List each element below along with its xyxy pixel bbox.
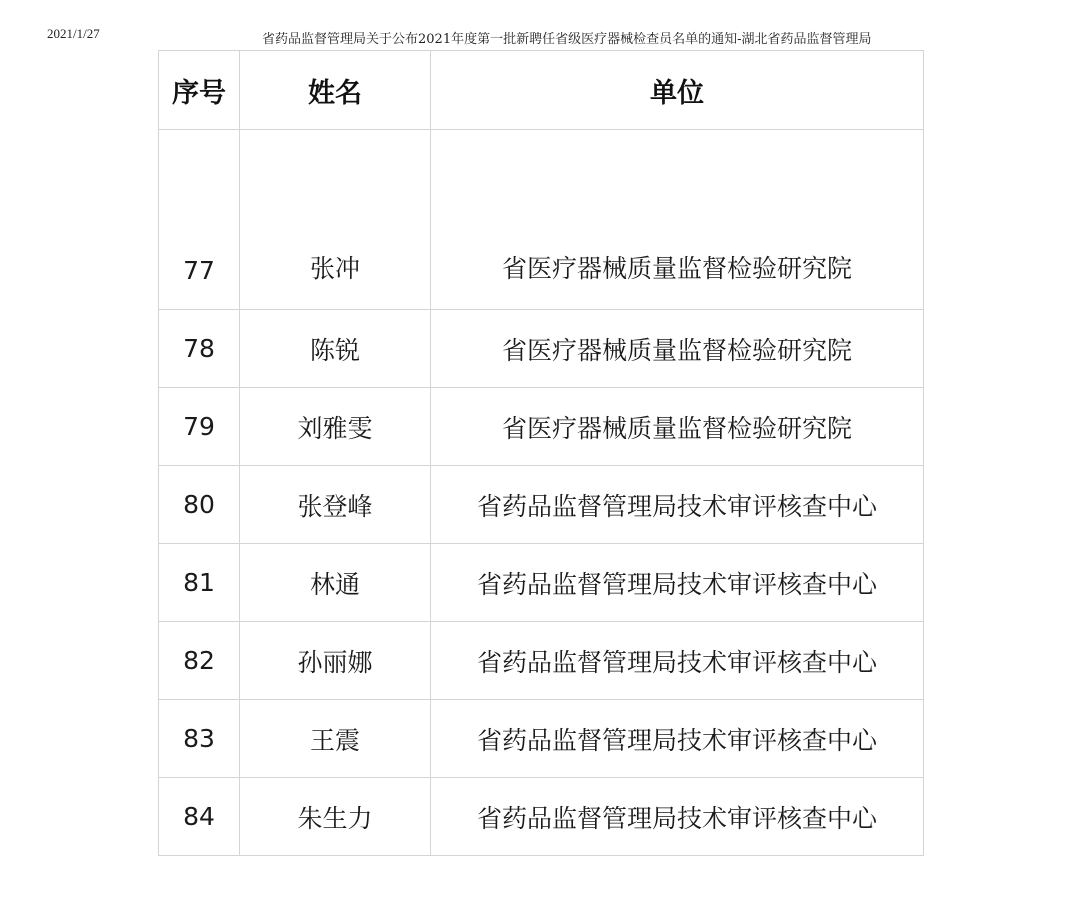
cell-unit: 省医疗器械质量监督检验研究院 — [431, 130, 924, 310]
cell-name: 林通 — [240, 544, 431, 622]
cell-name: 王震 — [240, 700, 431, 778]
print-date: 2021/1/27 — [47, 26, 100, 41]
cell-unit: 省药品监督管理局技术审评核查中心 — [431, 466, 924, 544]
cell-name: 朱生力 — [240, 778, 431, 856]
cell-number: 83 — [159, 700, 240, 778]
table-row — [159, 778, 924, 856]
cell-unit: 省药品监督管理局技术审评核查中心 — [431, 778, 924, 856]
cell-number: 80 — [159, 466, 240, 544]
cell-name: 陈锐 — [240, 310, 431, 388]
cell-unit: 省医疗器械质量监督检验研究院 — [431, 310, 924, 388]
table-header-row — [159, 51, 924, 130]
cell-number: 79 — [159, 388, 240, 466]
cell-name: 张冲 — [240, 130, 431, 310]
cell-unit: 省药品监督管理局技术审评核查中心 — [431, 622, 924, 700]
cell-unit: 省医疗器械质量监督检验研究院 — [431, 388, 924, 466]
table-row — [159, 466, 924, 544]
table-row — [159, 388, 924, 466]
column-header-number: 序号 — [159, 51, 240, 130]
cell-number: 81 — [159, 544, 240, 622]
page-title: 省药品监督管理局关于公布2021年度第一批新聘任省级医疗器械检查员名单的通知-湖北省药品监督管理局 — [262, 32, 872, 47]
table-row — [159, 544, 924, 622]
cell-number: 82 — [159, 622, 240, 700]
cell-name: 张登峰 — [240, 466, 431, 544]
cell-name: 刘雅雯 — [240, 388, 431, 466]
cell-name: 孙丽娜 — [240, 622, 431, 700]
table-row — [159, 700, 924, 778]
inspector-table — [158, 50, 924, 856]
cell-number: 77 — [159, 130, 240, 310]
table-row — [159, 310, 924, 388]
cell-unit: 省药品监督管理局技术审评核查中心 — [431, 544, 924, 622]
cell-number: 84 — [159, 778, 240, 856]
table-row — [159, 130, 924, 310]
column-header-name: 姓名 — [240, 51, 431, 130]
cell-unit: 省药品监督管理局技术审评核查中心 — [431, 700, 924, 778]
column-header-unit: 单位 — [431, 51, 924, 130]
cell-number: 78 — [159, 310, 240, 388]
table-row — [159, 622, 924, 700]
